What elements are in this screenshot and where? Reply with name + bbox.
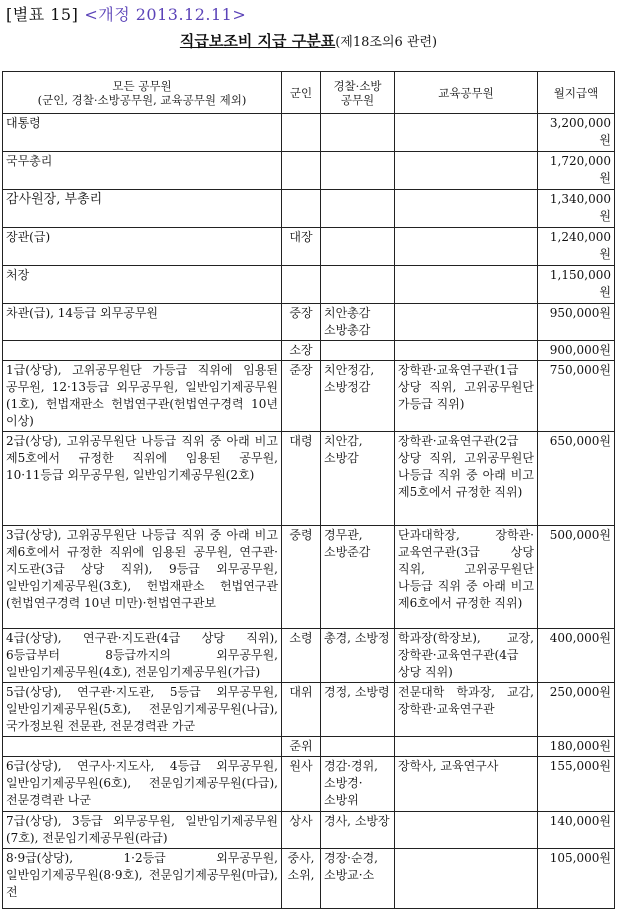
table-row (3, 190, 615, 228)
table-row (3, 683, 615, 737)
table-row (3, 812, 615, 849)
cell-military (282, 266, 321, 304)
cell-police: 경무관, 소방준감 (321, 526, 395, 629)
table-row (3, 304, 615, 341)
cell-military: 소장 (282, 341, 321, 361)
table-row (3, 629, 615, 683)
cell-police (321, 737, 395, 757)
table-row (3, 228, 615, 266)
cell-police (321, 190, 395, 228)
cell-amount: 1,240,000원 (538, 228, 615, 266)
cell-amount: 250,000원 (538, 683, 615, 737)
col-header-general: 모든 공무원 (군인, 경찰·소방공무원, 교육공무원 제외) (3, 72, 282, 114)
cell-police (321, 114, 395, 152)
cell-amount: 750,000원 (538, 361, 615, 432)
cell-amount: 3,200,000원 (538, 114, 615, 152)
cell-military (282, 114, 321, 152)
cell-amount: 500,000원 (538, 526, 615, 629)
table-row (3, 757, 615, 812)
cell-police: 경사, 소방장 (321, 812, 395, 849)
cell-education (395, 341, 538, 361)
table-header-row (3, 72, 615, 114)
cell-education: 장학사, 교육연구사 (395, 757, 538, 812)
cell-general: 8·9급(상당), 1·2등급 외무공무원, 일반임기제공무원(8·9호), 전문임기제공무원(마급), 전 (3, 849, 282, 909)
cell-education (395, 849, 538, 909)
cell-police: 경감·경위, 소방경·소방위 (321, 757, 395, 812)
cell-education: 전문대학 학과장, 교감, 장학관·교육연구관 (395, 683, 538, 737)
table-row (3, 361, 615, 432)
cell-military: 소령 (282, 629, 321, 683)
cell-military: 준장 (282, 361, 321, 432)
cell-general: 감사원장, 부총리 (3, 190, 282, 228)
cell-military: 상사 (282, 812, 321, 849)
cell-general: 차관(급), 14등급 외무공무원 (3, 304, 282, 341)
cell-amount: 140,000원 (538, 812, 615, 849)
cell-amount: 900,000원 (538, 341, 615, 361)
cell-education (395, 304, 538, 341)
cell-education (395, 152, 538, 190)
cell-military (282, 190, 321, 228)
cell-military: 중령 (282, 526, 321, 629)
table-row (3, 432, 615, 526)
cell-education (395, 812, 538, 849)
col-header-military: 군인 (282, 72, 321, 114)
table-row (3, 849, 615, 909)
cell-education: 학과장(학장보), 교장, 장학관·교육연구관(4급 상당 직위) (395, 629, 538, 683)
cell-police (321, 228, 395, 266)
cell-education (395, 228, 538, 266)
cell-military (282, 152, 321, 190)
cell-education: 장학관·교육연구관(1급 상당 직위, 고위공무원단 가등급 직위) (395, 361, 538, 432)
cell-general: 4급(상당), 연구관·지도관(4급 상당 직위), 6등급부터 8등급까지의 외무공무원, 일반임기제공무원(4호), 전문임기제공무원(가급) (3, 629, 282, 683)
cell-general: 2급(상당), 고위공무원단 나등급 직위 중 아래 비고 제5호에서 규정한 직위에 임용된 공무원, 10·11등급 외무공무원, 일반임기제공무원(2호) (3, 432, 282, 526)
cell-police: 경정, 소방령 (321, 683, 395, 737)
cell-amount: 180,000원 (538, 737, 615, 757)
table-row (3, 152, 615, 190)
table-row (3, 526, 615, 629)
cell-amount: 650,000원 (538, 432, 615, 526)
cell-amount: 155,000원 (538, 757, 615, 812)
cell-military: 중사, 소위, (282, 849, 321, 909)
cell-military: 대령 (282, 432, 321, 526)
cell-military: 대장 (282, 228, 321, 266)
cell-general: 장관(급) (3, 228, 282, 266)
table-row (3, 737, 615, 757)
cell-general: 3급(상당), 고위공무원단 나등급 직위 중 아래 비고 제6호에서 규정한 직위에 임용된 공무원, 연구관·지도관(3급 상당 직위), 9등급 외무공무원, 일반임기제공무원(3호), 헌법재판소 헌법연구관(헌법연구경력 10년 미만)·헌법연구관보 (3, 526, 282, 629)
table-row (3, 341, 615, 361)
allowance-table (2, 71, 615, 909)
cell-general: 5급(상당), 연구관·지도관, 5등급 외무공무원, 일반임기제공무원(5호), 전문임기제공무원(나급), 국가정보원 전문관, 전문경력관 가군 (3, 683, 282, 737)
cell-general: 6급(상당), 연구사·지도사, 4등급 외무공무원, 일반임기제공무원(6호), 전문임기제공무원(다급), 전문경력관 나군 (3, 757, 282, 812)
cell-amount: 950,000원 (538, 304, 615, 341)
cell-police: 경장·순경, 소방교·소 (321, 849, 395, 909)
cell-education (395, 190, 538, 228)
cell-police (321, 341, 395, 361)
cell-education (395, 114, 538, 152)
cell-general (3, 341, 282, 361)
cell-police (321, 152, 395, 190)
cell-police: 치안감, 소방감 (321, 432, 395, 526)
cell-military: 준위 (282, 737, 321, 757)
cell-general: 처장 (3, 266, 282, 304)
cell-police: 치안총감 소방총감 (321, 304, 395, 341)
cell-amount: 105,000원 (538, 849, 615, 909)
cell-education (395, 737, 538, 757)
col-header-amount: 월지급액 (538, 72, 615, 114)
cell-general (3, 737, 282, 757)
cell-education: 단과대학장, 장학관·교육연구관(3급 상당 직위, 고위공무원단 나등급 직위 중 아래 비고 제6호에서 규정한 직위) (395, 526, 538, 629)
cell-general: 국무총리 (3, 152, 282, 190)
cell-police (321, 266, 395, 304)
table-row (3, 114, 615, 152)
cell-education: 장학관·교육연구관(2급 상당 직위, 고위공무원단 나등급 직위 중 아래 비고 제5호에서 규정한 직위) (395, 432, 538, 526)
cell-military: 원사 (282, 757, 321, 812)
cell-amount: 1,720,000원 (538, 152, 615, 190)
cell-police: 치안정감, 소방정감 (321, 361, 395, 432)
annex-label: [별표 15] (6, 5, 79, 24)
title-sub: (제18조의6 관련) (335, 35, 438, 50)
cell-amount: 400,000원 (538, 629, 615, 683)
cell-general: 1급(상당), 고위공무원단 가등급 직위에 임용된 공무원, 12·13등급 외무공무원, 일반임기제공무원(1호), 헌법재판소 헌법연구관(헌법연구경력 10년 이상) (3, 361, 282, 432)
cell-police: 총경, 소방정 (321, 629, 395, 683)
cell-amount: 1,150,000원 (538, 266, 615, 304)
cell-military: 대위 (282, 683, 321, 737)
cell-general: 7급(상당), 3등급 외무공무원, 일반임기제공무원(7호), 전문임기제공무원(라급) (3, 812, 282, 849)
cell-general: 대통령 (3, 114, 282, 152)
page-title (0, 30, 617, 51)
table-row (3, 266, 615, 304)
title-main: 직급보조비 지급 구분표 (179, 32, 336, 50)
col-header-education: 교육공무원 (395, 72, 538, 114)
cell-amount: 1,340,000원 (538, 190, 615, 228)
cell-military: 중장 (282, 304, 321, 341)
annex-header (6, 2, 246, 25)
cell-education (395, 266, 538, 304)
col-header-police: 경찰·소방 공무원 (321, 72, 395, 114)
revision-note: <개정 2013.12.11> (84, 5, 247, 24)
